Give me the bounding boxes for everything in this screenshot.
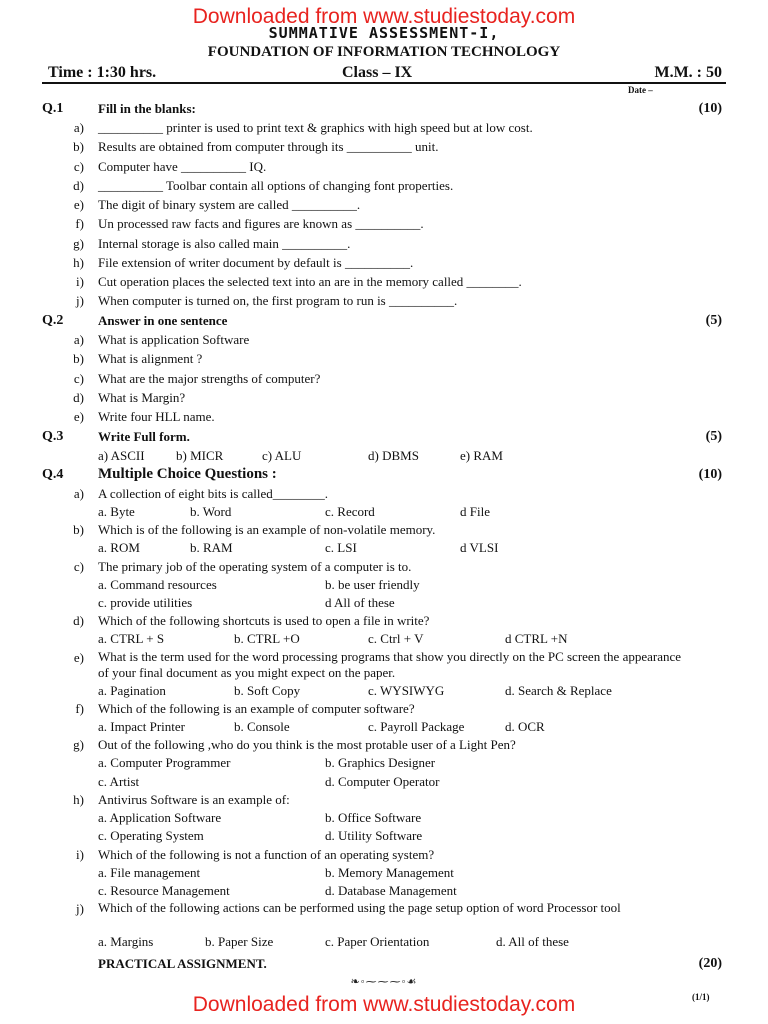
option-row — [0, 502, 768, 521]
question-marks: (10) — [698, 101, 722, 116]
list-item — [0, 118, 768, 137]
question-header — [0, 465, 768, 484]
item-label: j) — [76, 901, 84, 916]
item-text: Cut operation places the selected text into an are in the memory called ________. — [98, 274, 522, 289]
list-item — [0, 349, 768, 368]
option: b. Paper Size — [205, 934, 274, 949]
option: d. OCR — [505, 719, 545, 734]
question-marks: (10) — [698, 467, 722, 482]
option: c. Record — [325, 504, 375, 519]
item-text: The primary job of the operating system of a computer is to. — [98, 559, 412, 574]
item-label: f) — [75, 216, 84, 231]
option-row — [0, 808, 768, 827]
time-label: Time : 1:30 hrs. — [48, 64, 157, 81]
option: c) ALU — [262, 448, 302, 463]
option: d File — [460, 504, 490, 519]
option-row — [0, 863, 768, 882]
option: a) ASCII — [98, 448, 145, 463]
option: d CTRL +N — [505, 631, 568, 646]
option: d. All of these — [496, 934, 569, 949]
list-item — [0, 735, 768, 754]
list-item — [0, 845, 768, 864]
option: a. Margins — [98, 934, 154, 949]
item-text: Write four HLL name. — [98, 409, 215, 424]
option: b) MICR — [176, 448, 224, 463]
list-item — [0, 790, 768, 809]
question-header — [0, 311, 768, 330]
item-label: h) — [73, 792, 84, 807]
item-text: What is application Software — [98, 332, 250, 347]
option: a. Application Software — [98, 810, 222, 825]
list-item — [0, 407, 768, 426]
item-label: c) — [73, 159, 84, 174]
list-item — [0, 369, 768, 388]
question-title: Multiple Choice Questions : — [98, 466, 277, 482]
question-number: Q.2 — [42, 313, 64, 328]
option: a. File management — [98, 865, 201, 880]
option: c. Artist — [98, 774, 140, 789]
item-label: d) — [73, 613, 84, 628]
watermark-bottom: Downloaded from www.studiestoday.com — [192, 993, 576, 1016]
option: d All of these — [325, 595, 395, 610]
item-label: d) — [73, 390, 84, 405]
item-label: i) — [76, 847, 84, 862]
item-text: Which of the following actions can be performed using the page setup option of word Processor tool — [98, 900, 621, 915]
item-text: Out of the following ,who do you think is the most protable user of a Light Pen? — [98, 737, 516, 752]
question-number: Q.3 — [42, 429, 64, 444]
item-text: Which is of the following is an example of non-volatile memory. — [98, 522, 436, 537]
item-label: e) — [73, 409, 84, 424]
item-label: c) — [73, 371, 84, 386]
list-item — [0, 272, 768, 291]
option: d) DBMS — [368, 448, 419, 463]
item-label: h) — [73, 255, 84, 270]
option: d VLSI — [460, 540, 499, 555]
option-row — [0, 575, 768, 594]
option-row — [0, 881, 768, 900]
item-label: b) — [73, 139, 84, 154]
option: e) RAM — [460, 448, 503, 463]
item-text: Un processed raw facts and figures are known as __________. — [98, 216, 424, 231]
option: b. be user friendly — [325, 577, 420, 592]
item-label: f) — [75, 701, 84, 716]
option-row — [0, 932, 768, 951]
item-label: e) — [73, 197, 84, 212]
option: c. Payroll Package — [368, 719, 465, 734]
item-text: Computer have __________ IQ. — [98, 159, 267, 174]
option: d. Utility Software — [325, 828, 423, 843]
item-text: Antivirus Software is an example of: — [98, 792, 290, 807]
option-row — [0, 538, 768, 557]
item-text: Which of the following shortcuts is used to open a file in write? — [98, 613, 430, 628]
list-item — [0, 330, 768, 349]
item-text: The digit of binary system are called __________. — [98, 197, 361, 212]
list-item — [0, 157, 768, 176]
subject-title: FOUNDATION OF INFORMATION TECHNOLOGY — [207, 44, 561, 60]
item-text: What is Margin? — [98, 390, 186, 405]
option: a. Pagination — [98, 683, 166, 698]
option: c. WYSIWYG — [368, 683, 445, 698]
item-text: File extension of writer document by default is __________. — [98, 255, 414, 270]
option-row — [0, 629, 768, 648]
option: a. Byte — [98, 504, 135, 519]
option: c. Paper Orientation — [325, 934, 430, 949]
item-text: A collection of eight bits is called________. — [98, 486, 328, 501]
item-text: __________ Toolbar contain all options of changing font properties. — [98, 178, 454, 193]
option: a. Impact Printer — [98, 719, 185, 734]
item-label: b) — [73, 522, 84, 537]
question-title: Write Full form. — [98, 429, 190, 444]
practical-title: PRACTICAL ASSIGNMENT. — [98, 956, 267, 971]
list-item — [0, 899, 768, 933]
date-label: Date – — [628, 85, 653, 95]
item-text: What are the major strengths of computer? — [98, 371, 321, 386]
list-item — [0, 446, 768, 465]
section-header — [0, 954, 768, 973]
question-header — [0, 427, 768, 446]
item-label: g) — [73, 737, 84, 752]
item-label: d) — [73, 178, 84, 193]
item-label: a) — [73, 332, 84, 347]
list-item — [0, 214, 768, 233]
option: a. Command resources — [98, 577, 217, 592]
item-text: Internal storage is also called main __________. — [98, 236, 351, 251]
option: b. RAM — [190, 540, 233, 555]
header-divider — [42, 82, 726, 84]
list-item — [0, 520, 768, 539]
option-row — [0, 826, 768, 845]
list-item — [0, 234, 768, 253]
exam-title: SUMMATIVE ASSESSMENT-I, — [268, 24, 500, 42]
option: d. Database Management — [325, 883, 457, 898]
question-header — [0, 99, 768, 118]
option: c. Resource Management — [98, 883, 230, 898]
item-label: c) — [73, 559, 84, 574]
list-item — [0, 253, 768, 272]
option: d. Search & Replace — [505, 683, 612, 698]
list-item — [0, 137, 768, 156]
item-text: When computer is turned on, the first program to run is __________. — [98, 293, 458, 308]
option-row — [0, 681, 768, 700]
option: c. Ctrl + V — [368, 631, 424, 646]
option: d. Computer Operator — [325, 774, 440, 789]
list-item — [0, 699, 768, 718]
list-item — [0, 291, 768, 310]
option-row — [0, 717, 768, 736]
item-text: Which of the following is not a function of an operating system? — [98, 847, 435, 862]
item-text: Results are obtained from computer through its __________ unit. — [98, 139, 439, 154]
item-label: e) — [73, 650, 84, 665]
watermark-top: Downloaded from www.studiestoday.com — [192, 5, 576, 28]
question-title: Answer in one sentence — [98, 313, 228, 328]
item-text: What is the term used for the word processing programs that show you directly on the PC screen the appearance of your final document as you might expect on the paper. — [98, 649, 682, 680]
option: b. Soft Copy — [234, 683, 301, 698]
item-label: a) — [73, 486, 84, 501]
option-row — [0, 772, 768, 791]
option: a. Computer Programmer — [98, 755, 231, 770]
option: b. Memory Management — [325, 865, 454, 880]
question-marks: (5) — [705, 313, 722, 328]
item-label: i) — [76, 274, 84, 289]
item-label: a) — [73, 120, 84, 135]
list-item — [0, 176, 768, 195]
question-title: Fill in the blanks: — [98, 101, 196, 116]
item-label: g) — [73, 236, 84, 251]
ornament-divider: ❧◦⁓⁓⁓◦☙ — [350, 976, 418, 988]
list-item — [0, 484, 768, 503]
option: b. Console — [234, 719, 290, 734]
item-text: What is alignment ? — [98, 351, 203, 366]
option: b. Word — [190, 504, 232, 519]
list-item — [0, 388, 768, 407]
option-row — [0, 753, 768, 772]
option: a. CTRL + S — [98, 631, 165, 646]
list-item — [0, 611, 768, 630]
max-marks-label: M.M. : 50 — [654, 64, 722, 81]
list-item — [0, 557, 768, 576]
option: b. Office Software — [325, 810, 422, 825]
question-number: Q.1 — [42, 101, 64, 116]
option-row — [0, 593, 768, 612]
item-label: b) — [73, 351, 84, 366]
practical-marks: (20) — [698, 956, 722, 971]
class-label: Class – IX — [342, 64, 413, 81]
list-item — [0, 648, 768, 682]
option: c. LSI — [325, 540, 357, 555]
item-label: j) — [76, 293, 84, 308]
item-text: Which of the following is an example of computer software? — [98, 701, 415, 716]
item-text: __________ printer is used to print text & graphics with high speed but at low cost. — [98, 120, 533, 135]
page-number: (1/1) — [692, 992, 710, 1002]
question-marks: (5) — [705, 429, 722, 444]
list-item — [0, 195, 768, 214]
option: a. ROM — [98, 540, 140, 555]
option: b. Graphics Designer — [325, 755, 436, 770]
question-number: Q.4 — [42, 467, 64, 482]
option: c. Operating System — [98, 828, 204, 843]
option: c. provide utilities — [98, 595, 193, 610]
option: b. CTRL +O — [234, 631, 300, 646]
